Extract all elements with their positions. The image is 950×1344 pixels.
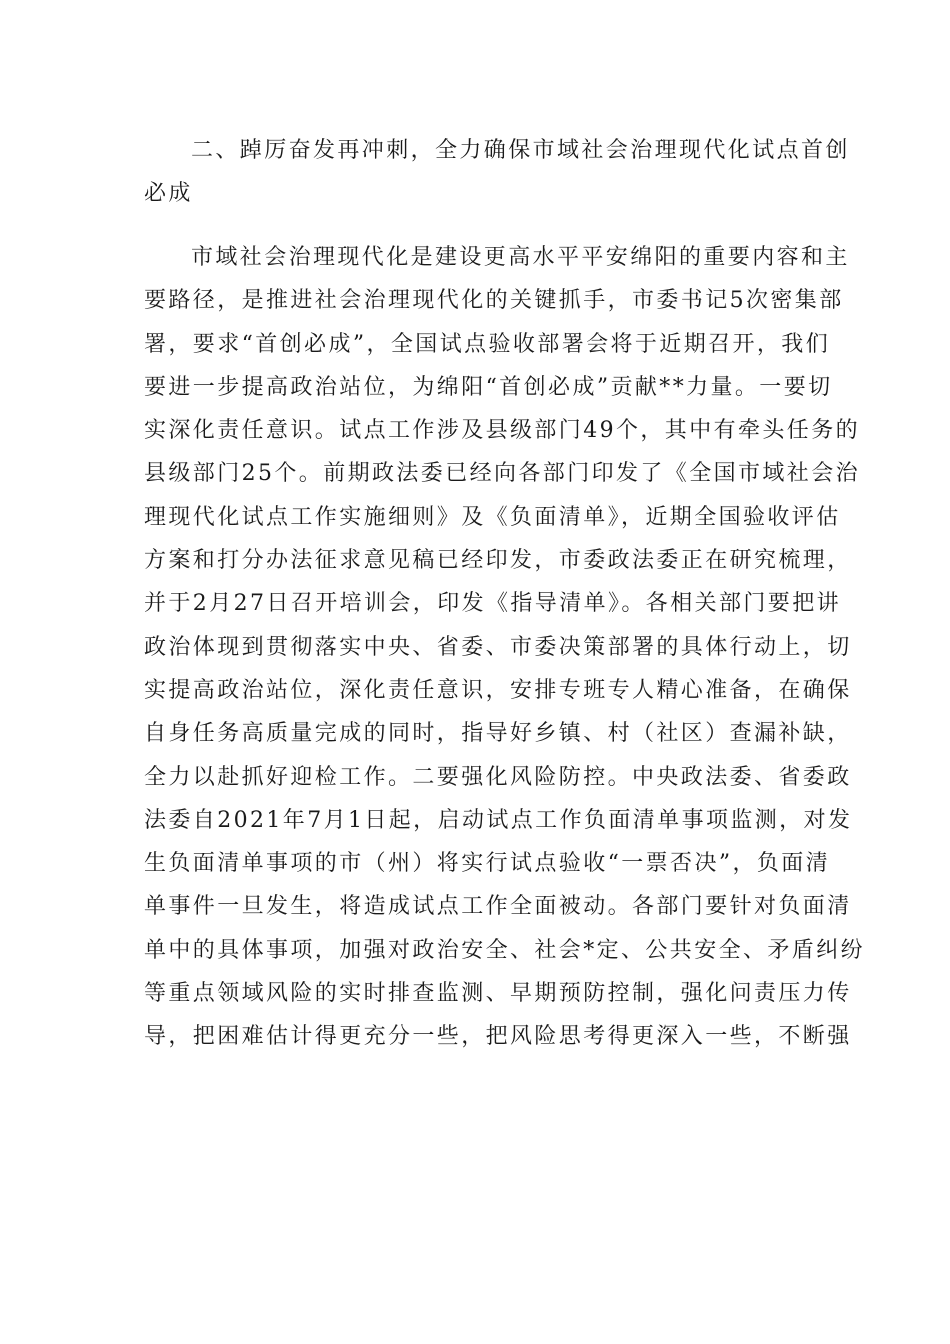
heading-line: 二、踔厉奋发再冲刺，全力确保市域社会治理现代化试点首创	[191, 138, 850, 163]
paragraph-line: 生负面清单事项的市（州）将实行试点验收“一票否决”，负面清	[144, 851, 831, 877]
paragraph-line: 全力以赴抓好迎检工作。二要强化风险防控。中央政法委、省委政	[144, 764, 852, 790]
section-heading	[144, 129, 850, 216]
paragraph-line: 要路径，是推进社会治理现代化的关键抓手，市委书记5次密集部	[144, 288, 844, 314]
body-paragraph	[144, 236, 866, 1059]
paragraph-line: 并于2月27日召开培训会，印发《指导清单》。各相关部门要把讲	[144, 591, 841, 617]
paragraph-line: 署，要求“首创必成”，全国试点验收部署会将于近期召开，我们	[144, 331, 831, 357]
paragraph-line: 县级部门25个。前期政法委已经向各部门印发了《全国市域社会治	[144, 461, 860, 487]
heading-line: 必成	[144, 181, 193, 207]
paragraph-line: 理现代化试点工作实施细则》及《负面清单》，近期全国验收评估	[144, 504, 841, 530]
paragraph-line: 导，把困难估计得更充分一些，把风险思考得更深入一些，不断强	[144, 1024, 852, 1050]
paragraph-line: 市域社会治理现代化是建设更高水平平安绵阳的重要内容和主	[191, 245, 850, 270]
paragraph-line: 单中的具体事项，加强对政治安全、社会*定、公共安全、矛盾纠纷	[144, 937, 866, 963]
paragraph-line: 实提高政治站位，深化责任意识，安排专班专人精心准备，在确保	[144, 677, 852, 703]
paragraph-line: 方案和打分办法征求意见稿已经印发，市委政法委正在研究梳理，	[144, 548, 852, 574]
paragraph-line: 等重点领域风险的实时排查监测、早期预防控制，强化问责压力传	[144, 981, 852, 1007]
paragraph-line: 政治体现到贯彻落实中央、省委、市委决策部署的具体行动上，切	[144, 634, 852, 660]
paragraph-line: 自身任务高质量完成的同时，指导好乡镇、村（社区）查漏补缺，	[144, 721, 852, 747]
paragraph-line: 要进一步提高政治站位，为绵阳“首创必成”贡献**力量。一要切	[144, 374, 833, 400]
paragraph-line: 单事件一旦发生，将造成试点工作全面被动。各部门要针对负面清	[144, 894, 852, 920]
paragraph-line: 实深化责任意识。试点工作涉及县级部门49个，其中有牵头任务的	[144, 418, 860, 444]
paragraph-line: 法委自2021年7月1日起，启动试点工作负面清单事项监测，对发	[144, 807, 853, 833]
